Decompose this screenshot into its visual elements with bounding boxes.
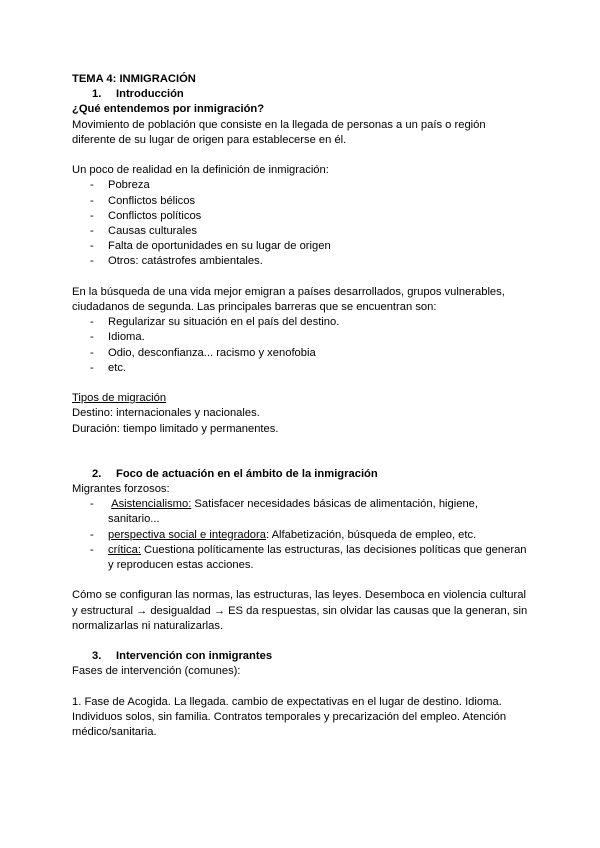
list-item: - etc.: [90, 361, 127, 374]
section-2-number: 2.: [92, 467, 102, 480]
section-2-title: Foco de actuación en el ámbito de la inmigración: [116, 467, 378, 480]
list-item: - crítica: Cuestiona políticamente las estructuras, las decisiones políticas que generan y reproducen estas acciones.: [90, 543, 527, 572]
focus-term: perspectiva social e integradora: [108, 528, 266, 541]
definition-paragraph: Movimiento de población que consiste en la llegada de personas a un país o región diferente de su lugar de origen para establecerse en él.: [72, 118, 486, 146]
list-item: - Conflictos políticos: [90, 209, 202, 222]
section-1-heading: [72, 87, 532, 102]
list-item: - Idioma.: [90, 331, 145, 344]
section-1-number: 1.: [92, 88, 102, 101]
list-item: - Asistencialismo: Satisfacer necesidades básicas de alimentación, higiene, sanitario...: [90, 498, 479, 526]
list-item: - Conflictos bélicos: [90, 194, 196, 207]
types-heading: Tipos de migración: [72, 392, 167, 405]
focus-list: [72, 497, 532, 573]
list-item: - Causas culturales: [90, 225, 197, 238]
document-title: TEMA 4: INMIGRACIÓN: [72, 73, 196, 85]
list-item: - Falta de oportunidades en su lugar de origen: [90, 240, 331, 253]
config-paragraph: Cómo se configuran las normas, las estructuras, las leyes. Desemboca en violencia cultural y estructural → desigualdad → ES da respuestas, sin olvidar las causas que la generan, sin normalizarlas ni naturalizarlas.: [72, 589, 528, 632]
question-heading: ¿Qué entendemos por inmigración?: [72, 103, 265, 116]
reality-intro: Un poco de realidad en la definición de inmigración:: [72, 164, 329, 177]
section-2-heading: [72, 467, 532, 482]
list-item: - perspectiva social e integradora: Alfabetización, búsqueda de empleo, etc.: [90, 528, 477, 541]
barriers-list: [72, 315, 532, 376]
forced-migrants-label: Migrantes forzosos:: [72, 483, 170, 496]
section-3-number: 3.: [92, 650, 102, 663]
list-item: - Odio, desconfianza... racismo y xenofobia: [90, 346, 316, 359]
list-item: - Otros: catástrofes ambientales.: [90, 255, 263, 268]
document-page: [72, 72, 532, 740]
phase-1-paragraph: 1. Fase de Acogida. La llegada. cambio de expectativas en el lugar de destino. Idioma. Individuos solos, sin familia. Contratos temporales y precarización del empleo. Atención médico/sanitaria.: [72, 695, 507, 739]
section-1-title: Introducción: [116, 88, 184, 101]
phases-intro: Fases de intervención (comunes):: [72, 665, 241, 678]
reality-list: [72, 178, 532, 269]
focus-term: crítica:: [108, 543, 141, 556]
types-duracion: Duración: tiempo limitado y permanentes.: [72, 422, 279, 435]
section-3-title: Intervención con inmigrantes: [116, 650, 273, 663]
list-item: - Regularizar su situación en el país del destino.: [90, 316, 340, 329]
types-destino: Destino: internacionales y nacionales.: [72, 407, 260, 420]
section-3-heading: [72, 649, 532, 664]
list-item: - Pobreza: [90, 179, 150, 192]
barriers-intro: En la búsqueda de una vida mejor emigran a países desarrollados, grupos vulnerables, ciudadanos de segunda. Las principales barreras que se encuentran son:: [72, 285, 505, 314]
focus-term: Asistencialismo:: [111, 498, 192, 511]
